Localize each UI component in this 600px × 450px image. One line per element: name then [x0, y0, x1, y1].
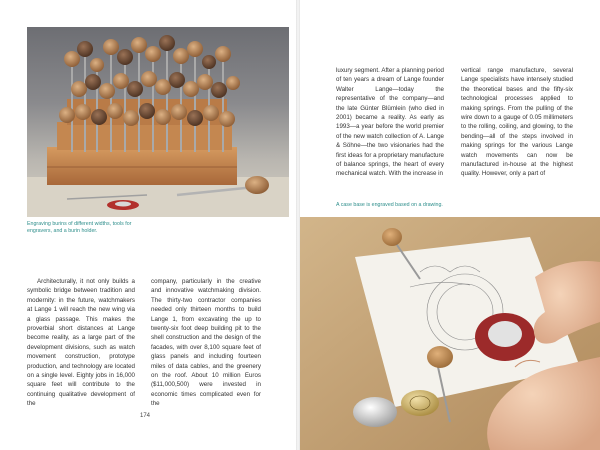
body-text-column-1: [27, 277, 135, 409]
paragraph: Architecturally, it not only builds a symbolic bridge between tradition and modernity: in the future, watchmakers at Lange 1 will reach the new wing via a glass passage. This makes the proverbial short distances at Lange become reality, as a large part of the development divisions, such as watch movement construction, prototype production, and technology are located on a single level. Eighty jobs in 16,000 square feet will contribute to the continuing qualitative development of the: [27, 278, 135, 408]
paragraph: luxury segment. After a planning period of ten years a dream of Lange founder Walter Lange—today the representative of the company—and the late Günter Blümlein (who died in 2001) became a reality. As early as 1993—a year before the world premier of the new watch collection of A. Lange & Söhne—the two visionaries had the first ideas for a proprietary manufacture of balance springs, the heart of every mechanical watch. With the increase in: [336, 67, 444, 178]
body-text-column-2: [461, 66, 573, 179]
body-text-column-1: [336, 66, 444, 179]
body-text-column-2: [151, 277, 261, 409]
paragraph: company, particularly in the creative and innovative watchmaking division. The thirty-two contractor companies needed only thirteen months to build Lange 1, from excavating the up to twenty-six foot deep building pit to the shell construction and the design of the facades, with over 8,100 square feet of glass panels and including fourteen miles of data cables, and the greenery on the roof. About 10 million Euros ($11,000,500) were invested in economic times complicated even for the: [151, 278, 261, 408]
page-number: 174: [140, 413, 151, 419]
engraving-tools-photo: [27, 27, 289, 217]
photo-caption-left: Engraving burins of different widths, tools for engravers, and a burin holder.: [27, 221, 132, 234]
engraving-hands-photo: [300, 217, 600, 450]
left-page: [0, 0, 296, 450]
right-page: [300, 0, 600, 450]
photo-caption-right: A case base is engraved based on a drawing.: [336, 202, 443, 208]
paragraph: vertical range manufacture, several Lange specialists have intensely studied the theoretical bases and the fifty-six technological processes applied to making springs. From the pulling of the wire down to a gauge of 0.05 millimeters to the rolling, coiling, and glowing, to the bending—all of the steps involved in making springs for the various Lange watch movements can now be manufactured in-house at the highest quality. However, only a part of: [461, 67, 573, 178]
